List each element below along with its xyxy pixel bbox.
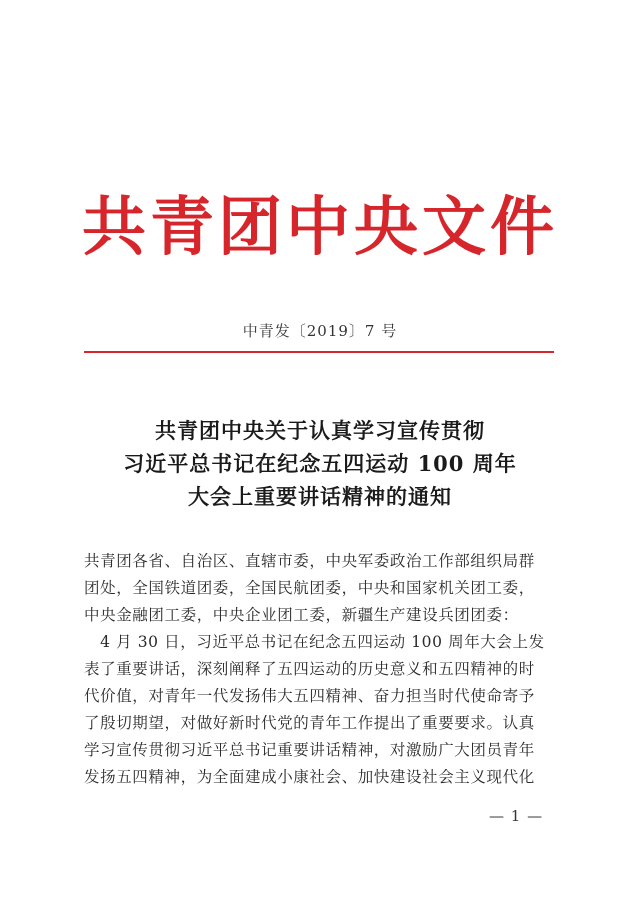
body-paragraph bbox=[84, 629, 556, 791]
body-line: 代价值，对青年一代发扬伟大五四精神、奋力担当时代使命寄予 bbox=[84, 687, 535, 705]
body-line: 了殷切期望，对做好新时代党的青年工作提出了重要要求。认真 bbox=[84, 714, 535, 732]
body-line: 4 月 30 日，习近平总书记在纪念五四运动 100 周年大会上发 bbox=[84, 633, 545, 651]
title-line-1: 共青团中央关于认真学习宣传贯彻 bbox=[155, 418, 485, 443]
recipients-line: 团处，全国铁道团委，全国民航团委，中央和国家机关团工委， bbox=[84, 579, 535, 597]
document-number: 中青发〔2019〕7 号 bbox=[242, 322, 398, 340]
page-number: — 1 — bbox=[489, 807, 544, 825]
body-line: 学习宣传贯彻习近平总书记重要讲话精神，对激励广大团员青年 bbox=[84, 741, 535, 759]
recipients-line: 共青团各省、自治区、直辖市委，中央军委政治工作部组织局群 bbox=[84, 552, 535, 570]
body-line: 发扬五四精神，为全面建成小康社会、加快建设社会主义现代化 bbox=[84, 768, 535, 786]
body-line: 表了重要讲话，深刻阐释了五四运动的历史意义和五四精神的时 bbox=[84, 660, 535, 678]
document-header-title: 共青团中央文件 bbox=[82, 190, 558, 265]
recipients-line: 中央金融团工委，中央企业团工委，新疆生产建设兵团团委： bbox=[84, 606, 519, 624]
recipients-block bbox=[84, 548, 556, 629]
title-line-2: 习近平总书记在纪念五四运动 100 周年 bbox=[123, 451, 517, 476]
document-title bbox=[0, 414, 640, 513]
title-line-3: 大会上重要讲话精神的通知 bbox=[188, 484, 452, 509]
header-divider bbox=[84, 351, 554, 353]
